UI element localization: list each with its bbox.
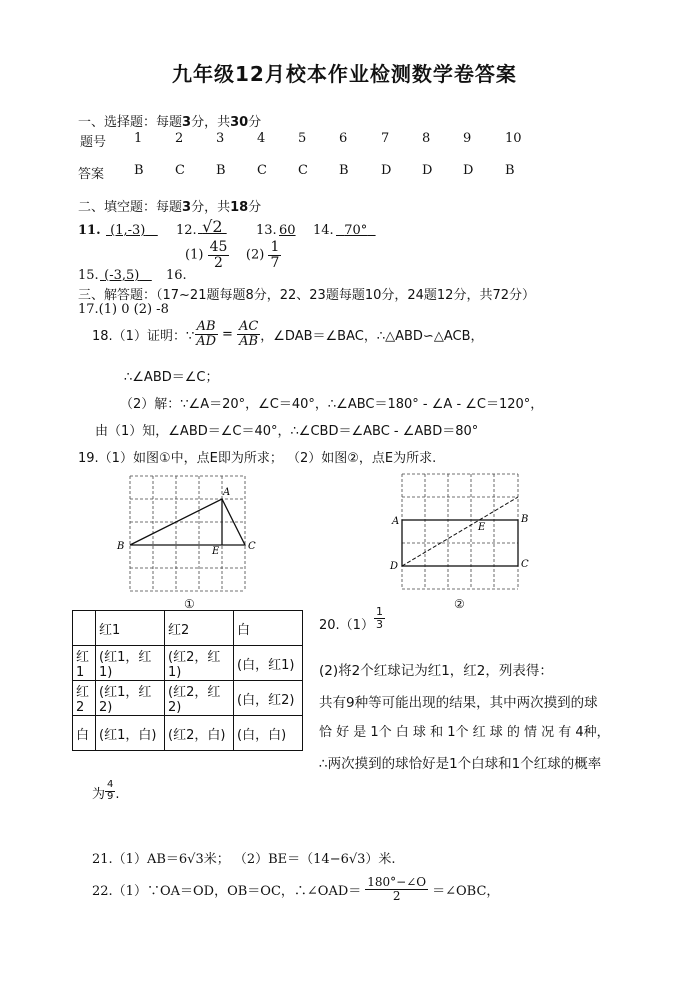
q16-fraction-2-num: 1	[270, 239, 280, 255]
figure-2-label-b: B	[521, 514, 529, 525]
table-cell: (红2，红1)	[165, 646, 234, 681]
table-row-header: 红1	[73, 646, 96, 681]
q19-line: 19.（1）如图①中，点E即为所求； （2）如图②，点E为所求.	[78, 451, 437, 466]
q18-fraction-2-num: AC	[238, 319, 259, 334]
q20-line1	[319, 605, 385, 633]
q20-fraction	[374, 606, 385, 630]
question-number: 9	[463, 131, 472, 146]
q18-line2: ∴∠ABD＝∠C；	[124, 370, 219, 385]
q16-number: 16.	[166, 268, 187, 283]
section1-heading-mid: 分，共	[191, 115, 231, 130]
q22-fraction-den: 2	[392, 888, 401, 903]
question-answer: B	[216, 163, 226, 178]
section2-heading	[78, 196, 261, 215]
section1-heading-prefix: 一、选择题：每题	[78, 115, 183, 130]
question-answer: C	[298, 163, 308, 178]
q16-fraction-1	[208, 240, 230, 270]
section2-heading-suffix: 分	[248, 200, 262, 215]
table-cell: (白，白)	[234, 716, 303, 751]
question-answer: D	[463, 163, 474, 178]
q20-prefix: 20.（1）	[319, 618, 374, 633]
q20-line6-suffix: .	[115, 787, 120, 802]
q20-fraction-den: 3	[375, 618, 383, 631]
figure-1-label-b: B	[117, 541, 125, 552]
figure-1-label-e: E	[212, 546, 220, 557]
q20-fraction-2-den: 9	[107, 790, 114, 802]
table-header-cell: 红2	[165, 611, 234, 646]
q14-answer-text: 70°	[344, 223, 368, 238]
question-answer: B	[339, 163, 349, 178]
q16-fraction-1-num: 45	[209, 239, 228, 255]
q15-answer-text: (-3,5)	[104, 268, 140, 283]
figure-2-label-d: D	[390, 561, 399, 572]
q16-part1-label: (1)	[185, 247, 204, 263]
page-title: 九年级12月校本作业检测数学卷答案	[172, 62, 517, 86]
question-number: 7	[381, 131, 390, 146]
q20-line5: ∴两次摸到的球恰好是1个白球和1个红球的概率	[319, 756, 602, 772]
answer-grid-label-numbers: 题号	[80, 135, 107, 150]
q15-number: 15.	[78, 268, 99, 283]
table-header-cell: 白	[234, 611, 303, 646]
q22-suffix: ＝∠OBC，	[432, 883, 500, 899]
question-answer: D	[381, 163, 392, 178]
q18-line1-prefix: 18.（1）证明：∵	[92, 328, 195, 344]
figure-1	[110, 470, 270, 595]
question-number: 3	[216, 131, 225, 146]
q20-fraction-2-num: 4	[107, 779, 114, 790]
q15-answer	[100, 268, 152, 283]
q18-fraction-1-den: AD	[196, 333, 217, 349]
table-cell: (红1，白)	[96, 716, 165, 751]
q11-answer-text: (1,-3)	[110, 223, 146, 238]
figure-2	[388, 470, 538, 595]
table-cell: (红2，白)	[165, 716, 234, 751]
section1-heading	[78, 111, 261, 130]
table-row	[73, 646, 303, 681]
q11-number: 11.	[78, 223, 101, 238]
question-answer: C	[257, 163, 267, 178]
figure-2-label-e: E	[478, 522, 486, 533]
q16-fraction-1-den: 2	[214, 254, 223, 271]
figure-1-label-a: A	[223, 487, 231, 498]
figure-2-diagonal	[402, 497, 518, 566]
q20-fraction-2	[105, 780, 115, 802]
section2-heading-total: 18	[230, 200, 249, 215]
table-cell: (红2，红2)	[165, 681, 234, 716]
question-answer: D	[422, 163, 433, 178]
section1-heading-total: 30	[230, 115, 249, 130]
table-header-cell: 红1	[96, 611, 165, 646]
question-answer: B	[505, 163, 515, 178]
question-number: 10	[505, 131, 522, 146]
q12-answer-text: √2	[202, 217, 223, 236]
table-row-header: 白	[73, 716, 96, 751]
figure-1-label-c: C	[248, 541, 256, 552]
section2-heading-points: 3	[182, 200, 192, 215]
section1-heading-suffix: 分	[248, 115, 262, 130]
q20-fraction-num: 1	[375, 605, 383, 619]
q22-prefix: 22.（1）∵OA＝OD，OB＝OC，∴∠OAD＝	[92, 883, 362, 899]
q12-answer	[198, 217, 227, 236]
figure-1-caption: ①	[184, 597, 195, 611]
probability-table	[72, 610, 303, 751]
section2-heading-mid: 分，共	[191, 200, 231, 215]
table-row	[73, 716, 303, 751]
question-number: 8	[422, 131, 431, 146]
q22-fraction	[365, 876, 428, 902]
q18-fraction-1-num: AB	[196, 319, 216, 334]
table-cell: (白，红1)	[234, 646, 303, 681]
q18-fraction-2-den: AB	[239, 333, 259, 349]
table-cell: (红1，红1)	[96, 646, 165, 681]
question-number: 1	[134, 131, 143, 146]
q20-line3: 共有9种等可能出现的结果，其中两次摸到的球	[319, 695, 598, 711]
figure-2-caption: ②	[454, 597, 465, 611]
q18-fraction-1	[194, 320, 218, 348]
q13-number: 13.	[256, 223, 277, 238]
q18-fraction-2	[237, 320, 260, 348]
q16-answer	[185, 240, 281, 270]
q18-equals: =	[222, 326, 233, 342]
q18-line1-suffix: ，∠DAB＝∠BAC，∴△ABD∽△ACB，	[260, 328, 484, 344]
figure-2-label-a: A	[392, 516, 400, 527]
table-header-cell	[73, 611, 96, 646]
q18-line4: 由（1）知，∠ABD＝∠C＝40°，∴∠CBD＝∠ABC - ∠ABD＝80°	[95, 424, 479, 439]
question-number: 5	[298, 131, 307, 146]
table-row	[73, 611, 303, 646]
table-row-header: 红2	[73, 681, 96, 716]
question-number: 4	[257, 131, 266, 146]
q14-number: 14.	[313, 223, 334, 238]
question-answer: B	[134, 163, 144, 178]
q12-number: 12.	[176, 223, 197, 238]
question-number: 6	[339, 131, 348, 146]
q20-line2: (2)将2个红球记为红1，红2，列表得：	[319, 663, 553, 679]
q20-line6-prefix: 为	[92, 787, 106, 802]
answer-grid-label-answers: 答案	[78, 167, 105, 182]
q13-answer: 60	[279, 223, 296, 238]
q17-answer: 17.(1) 0 (2) -8	[78, 302, 169, 317]
q22-line1	[92, 876, 499, 902]
q16-part2-label: (2)	[245, 247, 265, 263]
section3-heading: 三、解答题：（17~21题每题8分，22、23题每题10分，24题12分，共72分）	[78, 288, 535, 303]
question-answer: C	[175, 163, 185, 178]
q11-answer	[106, 223, 158, 238]
table-cell: (白，红2)	[234, 681, 303, 716]
section1-heading-points: 3	[182, 115, 192, 130]
table-row	[73, 681, 303, 716]
q20-line6	[92, 780, 120, 802]
q18-line3: （2）解：∵∠A＝20°，∠C＝40°，∴∠ABC＝180° - ∠A - ∠C＝120°，	[120, 397, 544, 412]
question-number: 2	[175, 131, 184, 146]
q14-answer	[336, 223, 376, 238]
q20-line4: 恰 好 是 1个 白 球 和 1个 红 球 的 情 况 有 4种，	[319, 725, 610, 740]
q16-fraction-2	[268, 240, 281, 270]
figure-2-label-c: C	[521, 559, 529, 570]
section2-heading-prefix: 二、填空题：每题	[78, 200, 183, 215]
q21-answer: 21.（1）AB＝6√3米； （2）BE＝（14−6√3）米.	[92, 852, 396, 867]
q16-fraction-2-den: 7	[270, 254, 280, 271]
q22-fraction-num: 180°−∠O	[367, 875, 427, 889]
table-cell: (红1，红2)	[96, 681, 165, 716]
q18-line1	[92, 320, 483, 348]
